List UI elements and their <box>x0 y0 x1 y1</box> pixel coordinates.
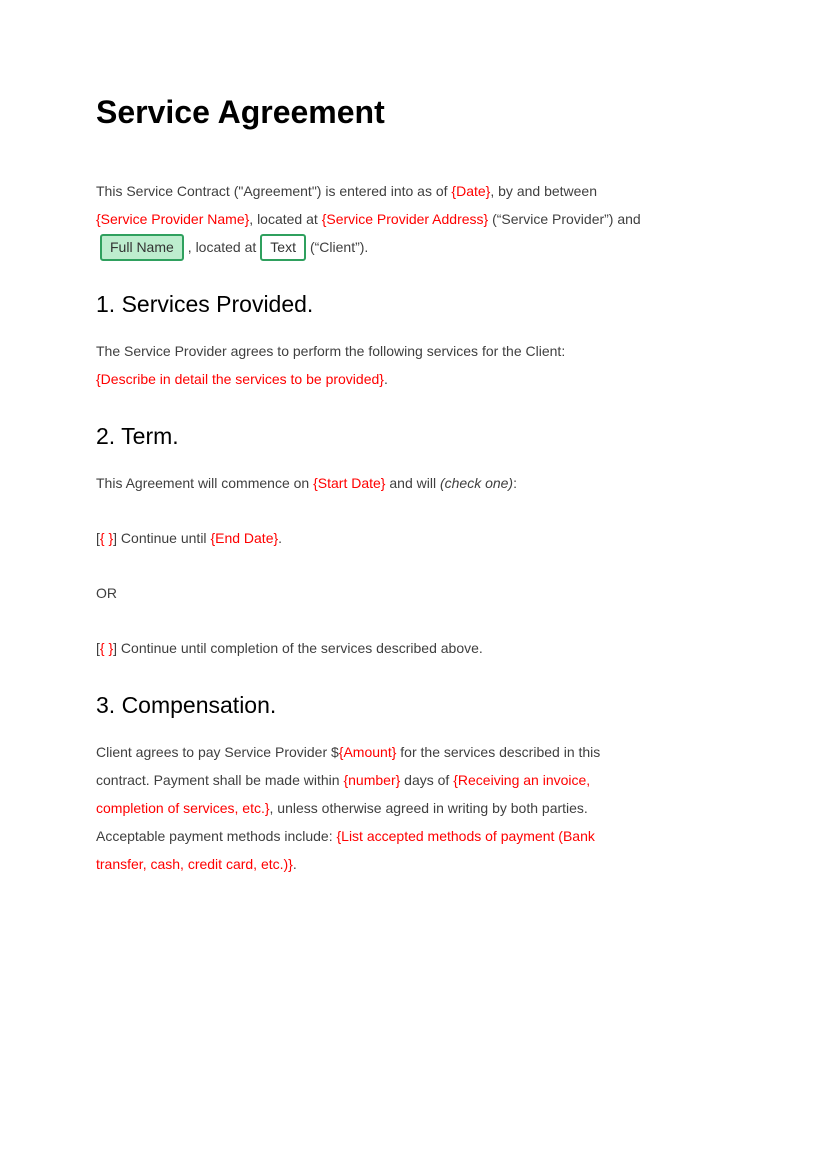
section-heading-compensation: 3. Compensation. <box>96 692 277 718</box>
payment-methods-placeholder: {List accepted methods of payment (Bank <box>336 828 595 844</box>
text-segment: This Agreement will commence on <box>96 475 314 491</box>
client-full-name-field[interactable]: Full Name <box>100 234 184 261</box>
bracket-open: [ <box>96 530 100 546</box>
text-segment: for the services described in this <box>396 744 601 760</box>
text-segment: , located at <box>187 239 257 255</box>
checkbox-placeholder: { } <box>99 530 114 546</box>
bracket-open: [ <box>96 640 100 656</box>
start-date-placeholder: {Start Date} <box>313 475 386 491</box>
end-date-placeholder: {End Date} <box>210 530 279 546</box>
payment-trigger-placeholder: completion of services, etc.} <box>96 800 270 816</box>
services-description-placeholder: {Describe in detail the services to be provided} <box>96 371 384 387</box>
text-segment: (“Service Provider”) and <box>488 211 641 227</box>
text-segment: . <box>278 530 283 546</box>
text-segment: ] Continue until <box>113 530 211 546</box>
text-segment: This Service Contract ("Agreement") is entered into as of <box>96 183 452 199</box>
text-segment: Client agrees to pay Service Provider $ <box>96 744 339 760</box>
client-address-field[interactable]: Text <box>260 234 306 261</box>
text-segment: . <box>292 856 297 872</box>
payment-trigger-placeholder: {Receiving an invoice, <box>453 772 591 788</box>
text-segment: days of <box>400 772 454 788</box>
text-segment: The Service Provider agrees to perform the following services for the Client: <box>96 343 566 359</box>
text-segment: Acceptable payment methods include: <box>96 828 337 844</box>
text-segment: and will <box>385 475 440 491</box>
payment-methods-placeholder: transfer, cash, credit card, etc.)} <box>96 856 293 872</box>
text-segment: ] Continue until completion of the services described above. <box>113 640 483 656</box>
checkbox-placeholder: { } <box>99 640 114 656</box>
document-page <box>0 93 816 878</box>
check-one-note: (check one) <box>439 475 514 491</box>
services-paragraph <box>96 337 746 393</box>
text-segment: (“Client”). <box>309 239 369 255</box>
text-segment: , by and between <box>490 183 597 199</box>
text-segment: . <box>383 371 388 387</box>
amount-placeholder: {Amount} <box>338 744 397 760</box>
text-segment: : <box>513 475 517 491</box>
provider-address-placeholder: {Service Provider Address} <box>321 211 489 227</box>
intro-paragraph <box>96 177 746 261</box>
section-heading-services: 1. Services Provided. <box>96 291 314 317</box>
term-option-end-date <box>96 524 746 552</box>
text-segment: contract. Payment shall be made within <box>96 772 344 788</box>
provider-name-placeholder: {Service Provider Name} <box>96 211 250 227</box>
or-separator: OR <box>96 585 117 601</box>
section-heading-term: 2. Term. <box>96 423 179 449</box>
text-segment: , unless otherwise agreed in writing by both parties. <box>269 800 588 816</box>
term-paragraph <box>96 469 746 497</box>
compensation-paragraph <box>96 738 746 878</box>
document-title: Service Agreement <box>96 94 385 130</box>
text-segment: , located at <box>249 211 322 227</box>
date-placeholder: {Date} <box>451 183 491 199</box>
term-option-completion <box>96 634 746 662</box>
number-of-days-placeholder: {number} <box>343 772 401 788</box>
